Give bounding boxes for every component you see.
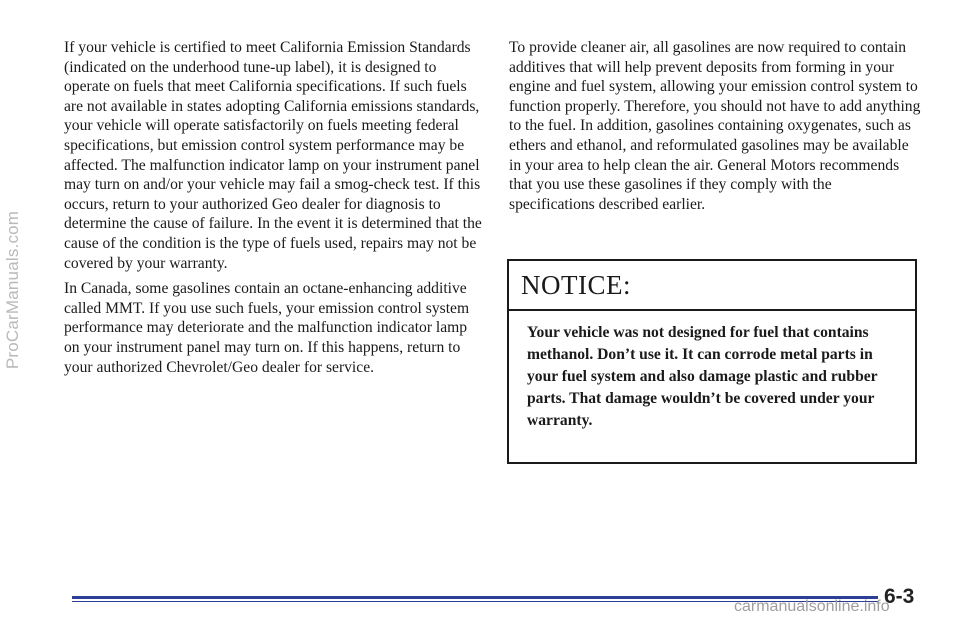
notice-body: Your vehicle was not designed for fuel that contains methanol. Don’t use it. It can corrode metal parts in your fuel system and also damage plastic and rubber parts. That damage wouldn’t be covered under your warranty. bbox=[527, 324, 878, 429]
gasoline-additives-paragraph: To provide cleaner air, all gasolines are now required to contain additives that will help prevent deposits from forming in your engine and fuel system, allowing your emission control system to function properly. Therefore, you should not have to add anything to the fuel. In addition, gasolines containing oxygenates, such as ethers and ethanol, and reformulated gasolines may be available in your area to help clean the air. General Motors recommends that you use these gasolines if they comply with the specifications described earlier. bbox=[509, 39, 921, 213]
side-watermark bbox=[2, 40, 24, 540]
side-watermark-text: ProCarManuals.com bbox=[3, 210, 22, 370]
notice-box bbox=[507, 259, 917, 464]
canada-mmt-paragraph: In Canada, some gasolines contain an octane-enhancing additive called MMT. If you use such fuels, your emission control system performance may deteriorate and the malfunction indicator lamp on your instrument panel may turn on. If this happens, return to your authorized Chevrolet/Geo dealer for service. bbox=[64, 280, 470, 376]
bottom-watermark: carmanualsonline.info bbox=[734, 598, 890, 615]
california-emissions-paragraph: If your vehicle is certified to meet California Emission Standards (indicated on the underhood tune-up label), it is designed to operate on fuels that meet California specifications. If such fuels are not available in states adopting California emissions standards, your vehicle will operate satisfactorily on fuels meeting federal specifications, but emission control system performance may be affected. The malfunction indicator lamp on your instrument panel may turn on and/or your vehicle may fail a smog-check test. If this occurs, return to your authorized Geo dealer for diagnosis to determine the cause of failure. In the event it is determined that the cause of the condition is the type of fuels used, repairs may not be covered by your warranty. bbox=[64, 39, 482, 272]
right-column bbox=[509, 38, 921, 220]
page-number: 6-3 bbox=[884, 585, 915, 608]
left-column bbox=[64, 38, 482, 383]
notice-title: NOTICE: bbox=[509, 261, 915, 311]
